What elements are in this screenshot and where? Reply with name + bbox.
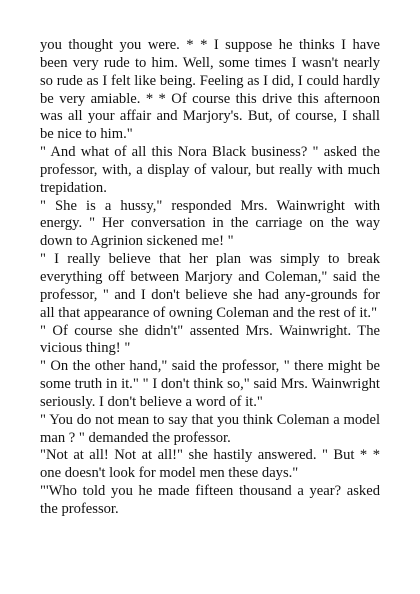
paragraph: you thought you were. * * I suppose he thinks I have been very rude to him. Well, some times I wasn't nearly so rude as I felt like being. Feeling as I did, I could hardly be very amiable. * * Of course this drive this afternoon was all your affair and Marjory's. But, of course, I shall be nice to him." xyxy=(40,37,380,143)
paragraph: "Not at all! Not at all!" she hastily answered. " But * * one doesn't look for model men these days." xyxy=(40,447,380,482)
book-page xyxy=(40,37,380,519)
paragraph: " I really believe that her plan was simply to break everything off between Marjory and Coleman," said the professor, " and I don't believe she had any-grounds for all that appearance of owning Coleman and the rest of it." xyxy=(40,251,380,321)
paragraph: " You do not mean to say that you think Coleman a model man ? " demanded the professor. xyxy=(40,411,380,446)
paragraph: " On the other hand," said the professor, " there might be some truth in it." " I don't think so," said Mrs. Wainwright seriously. I don't believe a word of it." xyxy=(40,358,380,410)
paragraph: " Of course she didn't" assented Mrs. Wainwright. The vicious thing! " xyxy=(40,322,380,357)
paragraph: "'Who told you he made fifteen thousand a year? asked the professor. xyxy=(40,483,380,517)
paragraph: " She is a hussy," responded Mrs. Wainwright with energy. " Her conversation in the carriage on the way down to Agrinion sickened me! " xyxy=(40,197,380,250)
paragraph: " And what of all this Nora Black business? " asked the professor, with, a display of valour, but really with much trepidation. xyxy=(40,144,380,196)
